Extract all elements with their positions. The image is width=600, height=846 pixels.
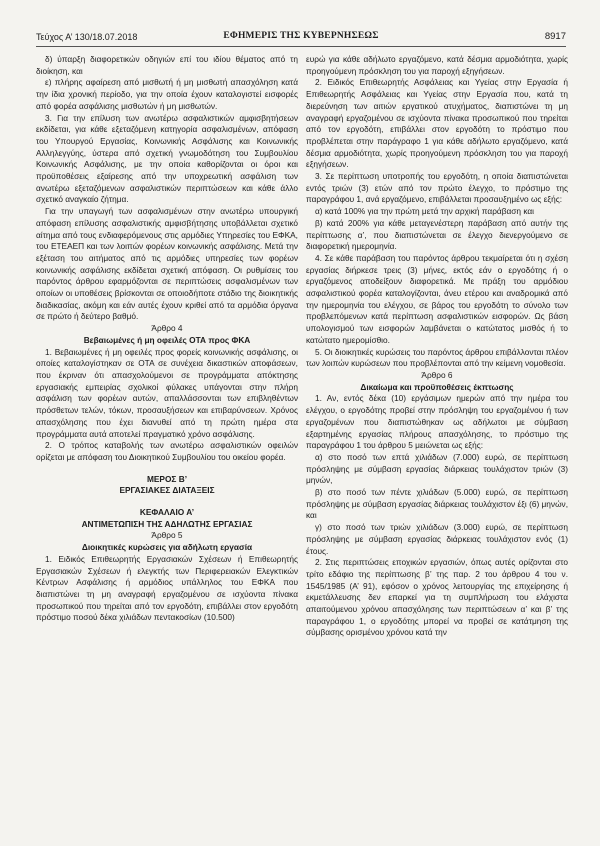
- article-5-number: Άρθρο 5: [151, 530, 183, 541]
- paragraph: 2. Ειδικός Επιθεωρητής Ασφάλειας και Υγείας στην Εργασία ή Επιθεωρητής Ασφάλειας και Υγείας στην Εργασία που, κατά τη διερεύνηση των αιτιών εργατικού ατυχήματος, διαπιστώνει τη μη αναγραφή εργαζομένου σε ισχύοντα πίνακα προσωπικού που τηρείται από τον εργοδότη, επιβάλλει στον εργοδότη το πρόστιμο που προβλέπεται στην παράγραφο 1 για κάθε αδήλωτο εργαζόμενο, κατά δέσμια αρμοδιότητα, χωρίς προηγούμενη πρόσκληση του για παροχή εξηγήσεων.: [306, 77, 568, 170]
- article-5-title: Διοικητικές κυρώσεις για αδήλωτη εργασία: [81, 542, 253, 553]
- left-column: [36, 54, 298, 624]
- paragraph: β) στο ποσό των πέντε χιλιάδων (5.000) ευρώ, σε περίπτωση πρόσληψης με σύμβαση εργασίας διάρκειας τουλάχιστον έξι (6) μηνών, και: [306, 487, 568, 521]
- paragraph: 1. Ειδικός Επιθεωρητής Εργασιακών Σχέσεων ή Επιθεωρητής Εργασιακών Σχέσεων ή ελεγκτής των Περιφερειακών Ελεγκτικών Κέντρων Ασφάλισης ή αρμόδιος υπάλληλος του ΕΦΚΑ που διαπιστώνει τη μη αναγραφή εργαζομένου σε ισχύοντα πίνακα προσωπικού που τηρείται από τον εργοδότη, επιβάλλει στον εργοδότη πρόστιμο ποσού δέκα χιλιάδων πεντακοσίων (10.500): [36, 553, 298, 623]
- article-6-number: Άρθρο 6: [421, 369, 453, 380]
- article-4-title: Βεβαιωμένες ή μη οφειλές ΟΤΑ προς ΦΚΑ: [83, 334, 251, 345]
- page-header: [36, 30, 566, 47]
- article-4-number: Άρθρο 4: [151, 323, 183, 334]
- issue-reference: Τεύχος Α’ 130/18.07.2018: [36, 32, 138, 42]
- paragraph: α) στο ποσό των επτά χιλιάδων (7.000) ευρώ, σε περίπτωση πρόσληψης με σύμβαση εργασίας διάρκειας τουλάχιστον τριών (3) μηνών,: [306, 451, 568, 486]
- paragraph: γ) στο ποσό των τριών χιλιάδων (3.000) ευρώ, σε περίπτωση πρόσληψης με σύμβαση εργασίας διάρκειας τουλάχιστον ενός (1) έτους.: [306, 522, 568, 556]
- paragraph: β) κατά 200% για κάθε μεταγενέστερη παράβαση από αυτήν της περίπτωσης α’, που διαπιστώνεται σε έλεγχο διενεργούμενο σε διαφορετική ημερομηνία.: [306, 217, 568, 252]
- chapter-number: ΚΕΦΑΛΑΙΟ Α’: [139, 507, 195, 518]
- paragraph: ε) πλήρης αφαίρεση από μισθωτή ή μη μισθωτή απασχόληση κατά την ίδια χρονική περίοδο, για την οποία έχουν καταλογιστεί εισφορές από φορέα ασφάλισης μισθωτών ή μη μισθωτών.: [36, 77, 298, 111]
- part-number: ΜΕΡΟΣ Β’: [146, 473, 187, 484]
- paragraph: δ) ύπαρξη διαφορετικών οδηγιών επί του ιδίου θέματος από τη διοίκηση, και: [36, 54, 298, 76]
- paragraph: 1. Βεβαιωμένες ή μη οφειλές προς φορείς κοινωνικής ασφάλισης, οι οποίες καταλογίστηκαν σε ΟΤΑ σε συνέχεια δικαστικών αποφάσεων, που έκριναν ότι απασχολούμενοι σε προγράμματα απόκτησης εργασιακής εμπειρίας σχολικοί φύλακες υπάγονται στην πλήρη ασφάλιση των φορέων αυτών, απαλλάσσονται των επιβληθέντων πρόσθετων τελών, τόκων, προσαυξήσεων και επιβαρύνσεων. Χρόνος απασχόλησης που έχει διανυθεί από τη πρώτη ημέρα στα προγράμματα αυτά αποτελεί πραγματικό χρόνο ασφάλισης.: [36, 346, 298, 439]
- paragraph: 2. Στις περιπτώσεις εποχικών εργασιών, όπως αυτές ορίζονται στο τρίτο εδάφιο της περίπτωσης β’ της παρ. 2 του άρθρου 4 του ν. 1545/1985 (Α’ 91), εφόσον ο χρόνος λειτουργίας της επιχείρησης ή εκμετάλλευσης δεν επαρκεί για τη συμπλήρωση του ελάχιστα απαιτούμενου χρόνου απασχόλησης των περιπτώσεων α’ και β’ της παραγράφου 1, ο εργοδότης μπορεί να προβεί σε κατάτμηση της σύμβασης ορισμένου χρόνου κατά την: [306, 557, 568, 638]
- page-number: 8917: [544, 31, 566, 42]
- paragraph: 4. Σε κάθε παράβαση του παρόντος άρθρου τεκμαίρεται ότι η σχέση εργασίας διήρκεσε τρεις (3) μήνες, εκτός εάν ο εργοδότης ή ο εργαζόμενος αποδείξουν διαφορετικά. Με πράξη του αρμόδιου ασφαλιστικού φορέα καταλογίζονται, άνευ ετέρου και αναδρομικά από την ημερομηνία του ελέγχου, σε βάρος του εργοδότη το σύνολο των προβλεπόμενων κατά περίπτωση ασφαλιστικών εισφορών. Ως βάση υπολογισμού των εισφορών λαμβάνεται ο κατώτατος μισθός ή το κατώτατο ημερομίσθιο.: [306, 252, 568, 345]
- paragraph: 3. Σε περίπτωση υποτροπής του εργοδότη, η οποία διαπιστώνεται εντός τριών (3) ετών από τον πρώτο έλεγχο, το πρόστιμο της παραγράφου 1, ανά εργαζόμενο, επιβάλλεται προσαυξημένο ως εξής:: [306, 171, 568, 205]
- article-6-title: Δικαίωμα και προϋποθέσεις έκπτωσης: [360, 381, 514, 392]
- paragraph: 5. Οι διοικητικές κυρώσεις του παρόντος άρθρου επιβάλλονται πλέον των λοιπών κυρώσεων που προβλέπονται από την κείμενη νομοθεσία.: [306, 346, 568, 369]
- paragraph: Για την υπαγωγή των ασφαλισμένων στην ανωτέρω υπουργική απόφαση επίλυσης ασφαλιστικής αμφισβήτησης υποβάλλεται σχετικό αίτημα από τους ενδιαφερόμενους στις αρμόδιες Υπηρεσίες του ΕΦΚΑ, του ΕΤΕΑΕΠ και των λοιπών φορέων κοινωνικής ασφάλισης. Μετά την εξέταση του αιτήματος από τις αρμόδιες υπηρεσίες των φορέων κοινωνικής ασφάλισης εκδίδεται σχετική απόφαση. Οι ρυθμίσεις του παρόντος άρθρου εφαρμόζονται σε περιπτώσεις ασφαλισμένων των οποίων οι υποθέσεις βρίσκονται σε οποιοδήποτε στάδιο της διοικητικής διαδικασίας, ακόμη και εάν αυτές έχουν κριθεί από τα αρμόδια όργανα σε πρώτο ή δεύτερο βαθμό.: [36, 206, 298, 322]
- part-title: ΕΡΓΑΣΙΑΚΕΣ ΔΙΑΤΑΞΕΙΣ: [119, 485, 215, 496]
- paragraph: ευρώ για κάθε αδήλωτο εργαζόμενο, κατά δέσμια αρμοδιότητα, χωρίς προηγούμενη πρόσκληση του για παροχή εξηγήσεων.: [306, 54, 568, 76]
- chapter-title: ΑΝΤΙΜΕΤΩΠΙΣΗ ΤΗΣ ΑΔΗΛΩΤΗΣ ΕΡΓΑΣΙΑΣ: [81, 518, 253, 529]
- paragraph: 3. Για την επίλυση των ανωτέρω ασφαλιστικών αμφισβητήσεων εκδίδεται, για κάθε εξεταζόμενη κατηγορία ασφαλισμένων, απόφαση του Υπουργού Εργασίας, Κοινωνικής Ασφάλισης και Κοινωνικής Αλληλεγγύης, ύστερα από σχετική γνωμοδότηση του Συμβουλίου Κοινωνικής Ασφάλισης, με την οποία καθορίζονται οι όροι και προϋποθέσεις εξαίρεσης από την υποχρεωτική ασφάλιση των ανωτέρω εξεταζόμενων ασφαλιστικών περιπτώσεων και κάθε άλλο σχετικό αναγκαίο ζήτημα.: [36, 112, 298, 205]
- paragraph: 2. Ο τρόπος καταβολής των ανωτέρω ασφαλιστικών οφειλών ορίζεται με απόφαση του Διοικητικού Συμβουλίου του οικείου φορέα.: [36, 440, 298, 462]
- right-column: [306, 54, 568, 639]
- paragraph: 1. Αν, εντός δέκα (10) εργάσιμων ημερών από την ημέρα του ελέγχου, ο εργοδότης προβεί στην πρόσληψη του εργαζομένου ή των εργαζομένων που διαπιστώθηκαν ως αδήλωτοι με σύμβαση εξαρτημένης εργασίας πλήρους απασχόλησης, το πρόστιμο της παραγράφου 1 του άρθρου 5 μειώνεται ως εξής:: [306, 393, 568, 451]
- gazette-title: ΕΦΗΜΕΡΙΣ ΤΗΣ ΚΥΒΕΡΝΗΣΕΩΣ: [223, 31, 379, 41]
- paragraph: α) κατά 100% για την πρώτη μετά την αρχική παράβαση και: [315, 206, 535, 217]
